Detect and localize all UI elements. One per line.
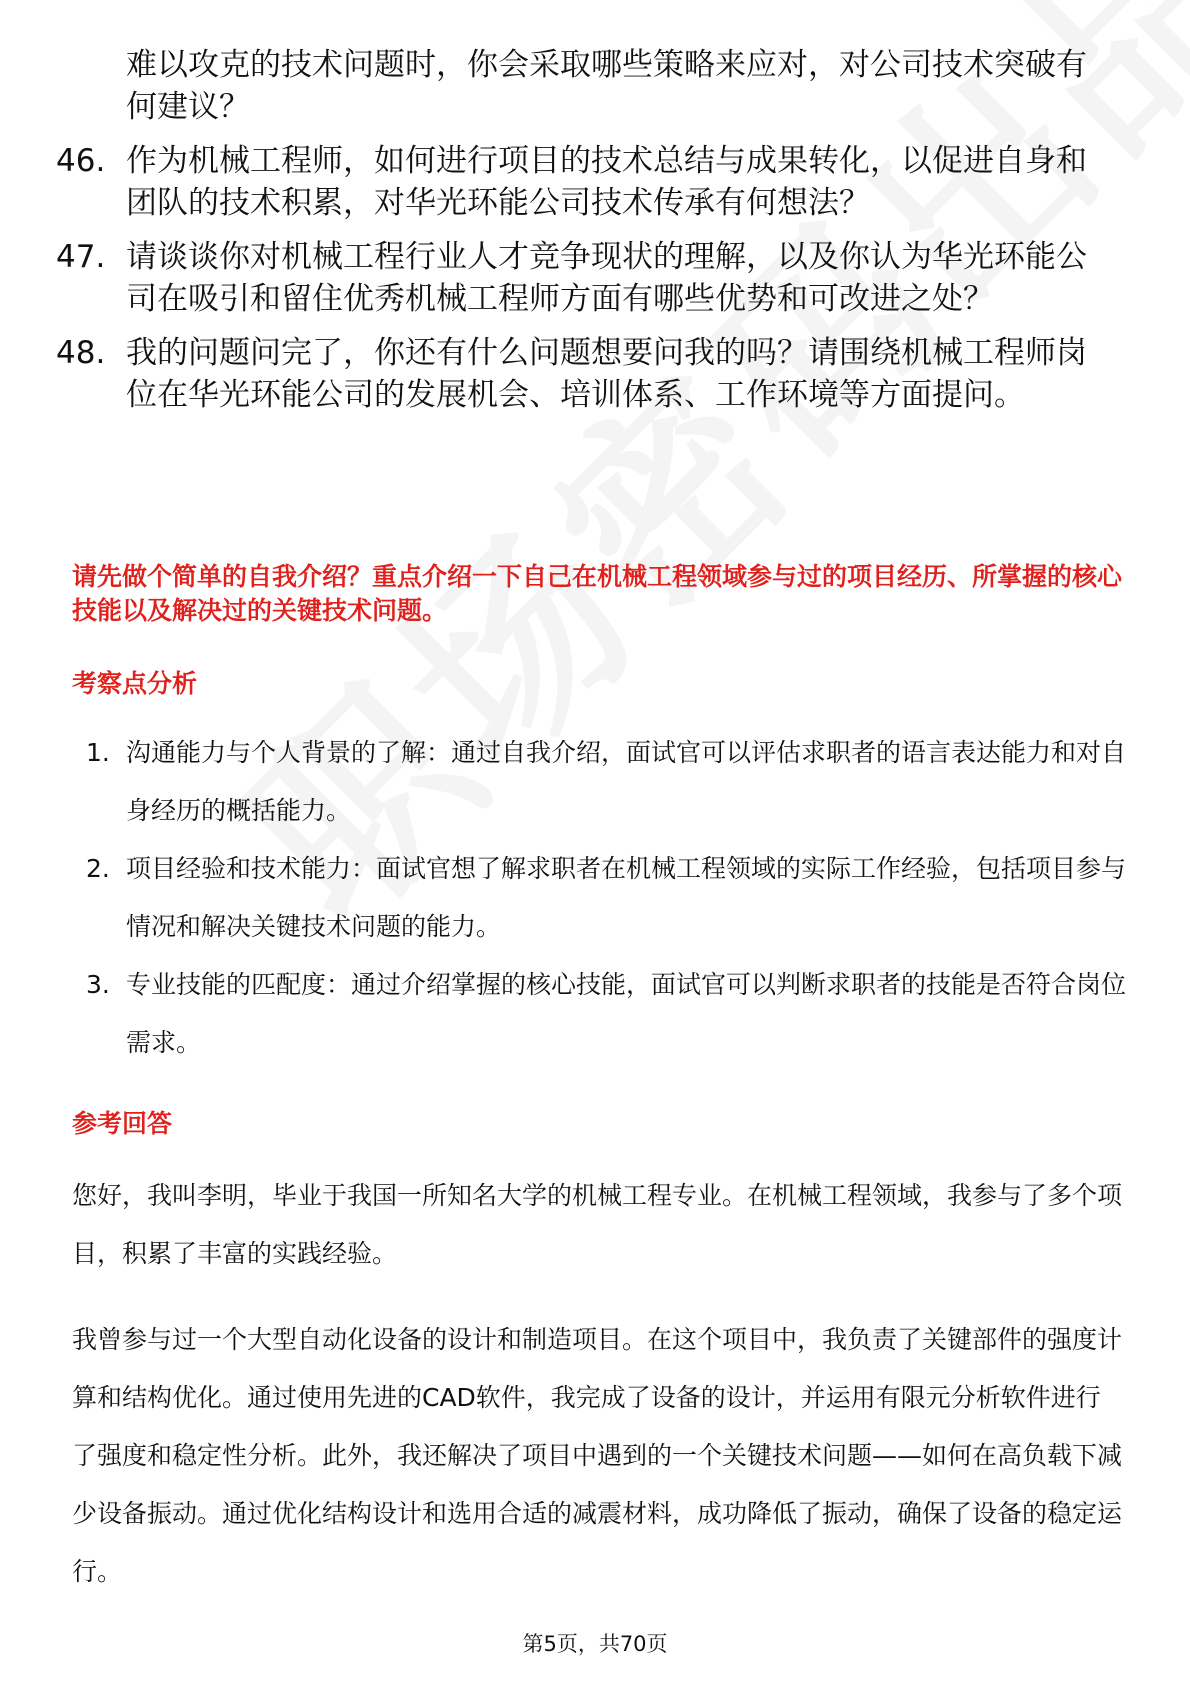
- page-footer: 第5页，共70页: [522, 1632, 668, 1656]
- list-item-text: 难以攻克的技术问题时，你会采取哪些策略来应对，对公司技术突破有何建议？: [126, 47, 1087, 125]
- list-item-text: 专业技能的匹配度：通过介绍掌握的核心技能，面试官可以判断求职者的技能是否符合岗位需求。: [126, 970, 1127, 1057]
- answer-paragraph: 我曾参与过一个大型自动化设备的设计和制造项目。在这个项目中，我负责了关键部件的强度计算和结构优化。通过使用先进的CAD软件，我完成了设备的设计，并运用有限元分析软件进行了强度和稳定性分析。此外，我还解决了项目中遇到的一个关键技术问题——如何在高负载下减少设备振动。通过优化结构设计和选用合适的减震材料，成功降低了振动，确保了设备的稳定运行。: [72, 1325, 1123, 1586]
- interview-question-heading: 请先做个简单的自我介绍？重点介绍一下自己在机械工程领域参与过的项目经历、所掌握的核心技能以及解决过的关键技术问题。: [72, 562, 1123, 625]
- list-item-number: 47.: [56, 239, 106, 275]
- answer-paragraph: 您好，我叫李明，毕业于我国一所知名大学的机械工程专业。在机械工程领域，我参与了多个项目，积累了丰富的实践经验。: [72, 1181, 1123, 1268]
- list-item: [56, 332, 1116, 416]
- list-item-number: 2.: [86, 854, 110, 883]
- list-item: [56, 236, 1116, 320]
- list-item-number: 46.: [56, 143, 106, 179]
- list-item: [56, 140, 1116, 224]
- list-item: [86, 956, 1126, 1072]
- list-item-number: 48.: [56, 335, 106, 371]
- list-item-number: 1.: [86, 738, 110, 767]
- analysis-list: [86, 724, 1126, 1072]
- list-item-number: 3.: [86, 970, 110, 999]
- list-item-text: 作为机械工程师，如何进行项目的技术总结与成果转化，以促进自身和团队的技术积累，对华光环能公司技术传承有何想法？: [126, 143, 1087, 221]
- list-item: [86, 724, 1126, 840]
- list-item-text: 项目经验和技术能力：面试官想了解求职者在机械工程领域的实际工作经验，包括项目参与情况和解决关键技术问题的能力。: [126, 854, 1127, 941]
- list-item-text: 我的问题问完了，你还有什么问题想要问我的吗？请围绕机械工程师岗位在华光环能公司的发展机会、培训体系、工作环境等方面提问。: [126, 335, 1087, 413]
- question-list: [56, 44, 1116, 428]
- section-heading-analysis: 考察点分析: [72, 669, 198, 698]
- list-item-text: 沟通能力与个人背景的了解：通过自我介绍，面试官可以评估求职者的语言表达能力和对自身经历的概括能力。: [126, 738, 1127, 825]
- section-heading-answer: 参考回答: [72, 1109, 173, 1138]
- list-item-text: 请谈谈你对机械工程行业人才竞争现状的理解，以及你认为华光环能公司在吸引和留住优秀机械工程师方面有哪些优势和可改进之处？: [126, 239, 1087, 317]
- list-item: [56, 44, 1116, 128]
- list-item: [86, 840, 1126, 956]
